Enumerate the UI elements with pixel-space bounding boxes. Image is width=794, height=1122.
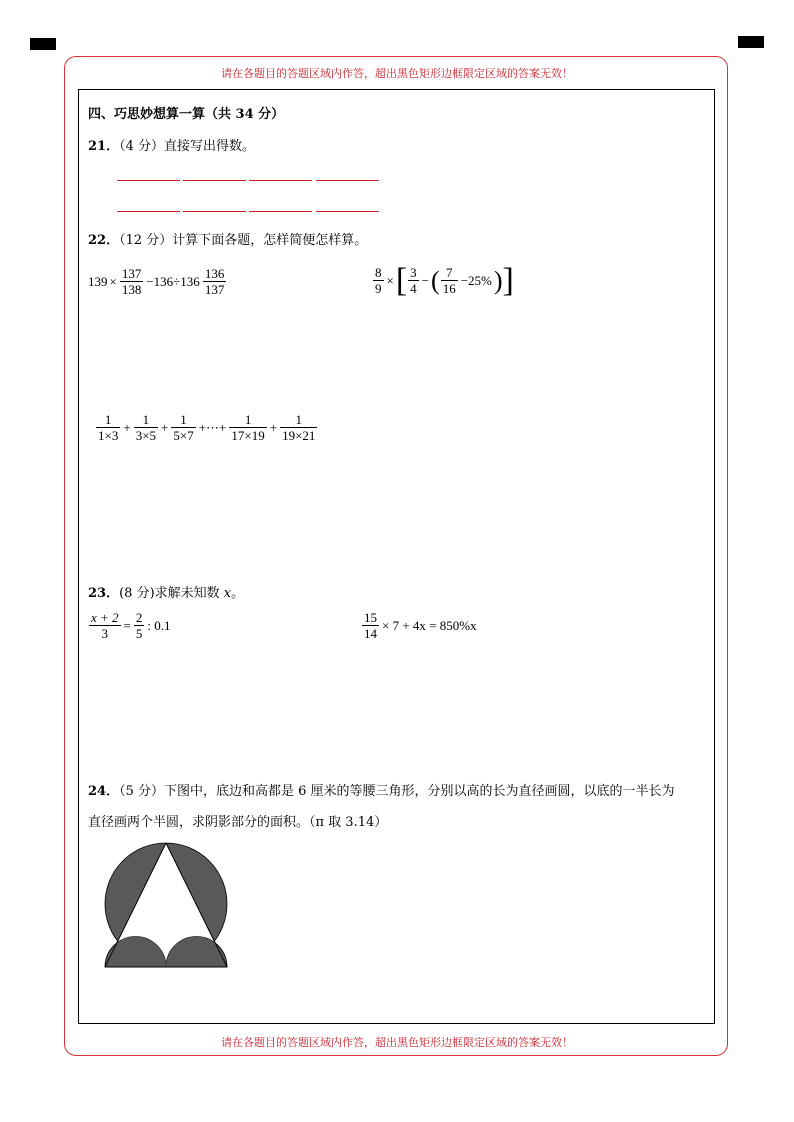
numerator: 7 [445,265,453,280]
numerator: 1 [180,412,187,427]
q22e1-fraction-1 [120,266,144,297]
answer-blank-5[interactable] [117,211,180,212]
denominator: 19×21 [282,428,316,443]
question-23-number: 23． [88,586,120,601]
numerator: 15 [364,610,377,625]
q22e3-term-2 [134,412,158,443]
q23e1-fraction-1 [89,610,121,641]
q23e2-fraction [362,610,379,641]
question-21-text: （4 分）直接写出得数。 [119,139,255,154]
denominator: 16 [442,281,456,296]
numerator: 8 [375,265,382,280]
numerator: 1 [244,412,252,427]
question-22-text: （12 分）计算下面各题，怎样简便怎样算。 [119,233,368,248]
q22e2-fraction-1 [373,265,384,296]
numerator: 136 [204,266,225,281]
denominator: 5×7 [173,428,194,443]
registration-mark-left [30,38,56,50]
left-paren-icon: ( [431,265,440,295]
question-23 [88,582,244,601]
q22e3-term-3 [171,412,195,443]
q23e2-rest: × 7 + 4x = 850%x [382,617,477,633]
q23e1-ratio: : 0.1 [147,617,171,633]
q22e3-term-5 [280,412,317,443]
denominator: 9 [375,281,382,296]
answer-blank-2[interactable] [183,180,246,181]
ellipsis-sign: +⋯+ [198,419,227,435]
q22-expression-1 [88,266,227,297]
answer-blank-1[interactable] [117,180,180,181]
numerator: 3 [410,265,417,280]
question-24-number: 24． [88,784,120,799]
question-23-text: (8 分)求解未知数 [119,586,224,601]
right-bracket-icon: ] [502,261,514,299]
denominator: 17×19 [231,428,265,443]
equals-sign: = [123,617,131,633]
q22e2-tail: −25% [460,272,492,288]
q22e1-minus-divide: −136÷136 [146,273,200,289]
question-21 [88,135,255,154]
registration-mark-right [738,36,764,48]
answer-blank-8[interactable] [316,211,379,212]
plus-sign: + [269,419,278,435]
numerator: 2 [135,610,143,625]
left-bracket-icon: [ [395,261,408,299]
denominator: 137 [204,282,225,297]
denominator: 14 [364,626,377,641]
q23e1-fraction-2 [134,610,145,641]
question-24-line-2: 直径画两个半圆，求阴影部分的面积。（π 取 3.14） [88,815,388,830]
answer-blank-7[interactable] [249,211,312,212]
q22e1-times: × [109,273,117,289]
answer-blank-4[interactable] [316,180,379,181]
denominator: 3×5 [135,428,157,443]
question-24-text-1: （5 分）下图中，底边和高都是 6 厘米的等腰三角形，分别以高的长为直径画圆，以底的一半长为 [119,784,675,799]
answer-blank-6[interactable] [183,211,246,212]
q22-expression-2 [372,261,514,299]
denominator: 1×3 [98,428,119,443]
numerator: 1 [295,412,302,427]
numerator: x + 2 [91,610,119,625]
question-23-variable: x [223,586,232,601]
question-24-line-1 [88,780,675,799]
q22e1-integer: 139 [88,273,108,289]
header-notice: 请在各题目的答题区域内作答，超出黑色矩形边框限定区域的答案无效！ [221,67,573,80]
q22e2-times: × [386,272,394,288]
q22e3-term-4 [229,412,266,443]
footer-notice: 请在各题目的答题区域内作答，超出黑色矩形边框限定区域的答案无效！ [221,1036,573,1049]
q24-figure [98,842,238,972]
q23-equation-2 [361,610,479,641]
numerator: 1 [142,412,150,427]
section-title: 四、巧思妙想算一算（共 34 分） [88,107,285,122]
denominator: 5 [135,626,143,641]
denominator: 4 [410,281,417,296]
question-22-number: 22． [88,233,120,248]
right-paren-icon: ) [493,265,503,295]
question-23-end: 。 [231,586,245,601]
q22e2-minus: − [421,272,430,288]
denominator: 138 [121,282,142,297]
question-21-number: 21． [88,139,120,154]
q22e2-fraction-3 [441,265,458,296]
question-22 [88,229,367,248]
q22e1-fraction-2 [203,266,227,297]
numerator: 1 [104,412,112,427]
q22e3-term-1 [96,412,120,443]
numerator: 137 [121,266,142,281]
plus-sign: + [161,419,169,435]
q23-equation-1 [88,610,173,641]
q22-expression-3 [95,412,318,443]
q22e2-fraction-2 [408,265,419,296]
answer-blank-3[interactable] [249,180,312,181]
plus-sign: + [123,419,131,435]
denominator: 3 [89,625,121,641]
